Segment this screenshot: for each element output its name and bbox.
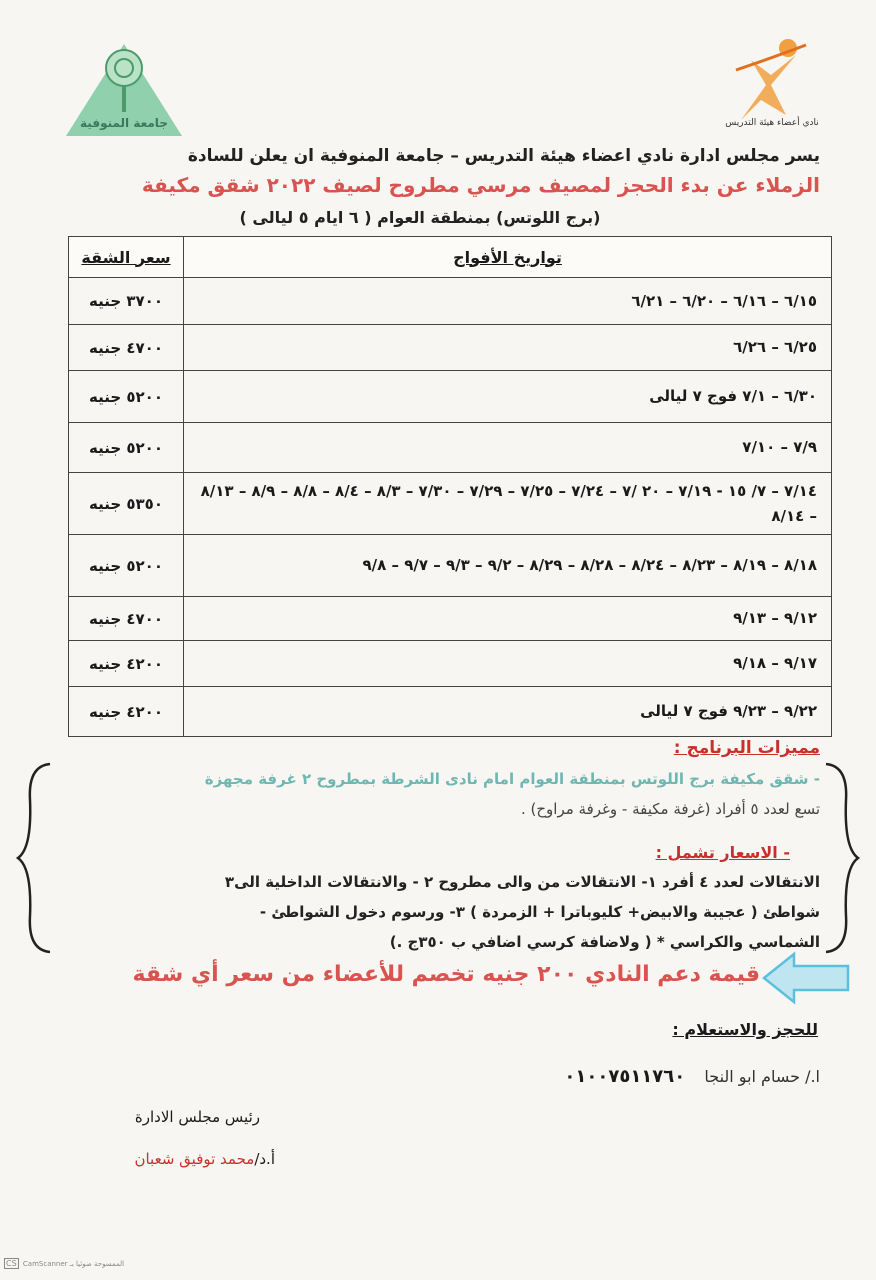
- table-row: [69, 473, 832, 535]
- table-row: [69, 597, 832, 641]
- left-brace: [14, 760, 54, 956]
- booking-contact: [420, 1066, 820, 1087]
- chairman-name: محمد توفيق شعبان: [134, 1150, 255, 1168]
- header-dates: تواريخ الأفواج: [184, 237, 832, 278]
- booking-title: للحجز والاستعلام :: [672, 1020, 818, 1039]
- row-price: ٥٣٥٠ جنيه: [69, 473, 184, 535]
- table-row: [69, 423, 832, 473]
- row-dates: ٧/١٤ – ٧/ ١٥ - ٧/١٩ – ٢٠ /٧ – ٧/٢٤ – ٧/٢٥ – ٧/٢٩ – ٧/٣٠ – ٨/٣ – ٨/٤ – ٨/٨ – ٨/٩ – ٨/١٣ – ٨/١٤: [184, 473, 832, 535]
- schedule-table: [68, 236, 832, 737]
- row-price: ٤٧٠٠ جنيه: [69, 597, 184, 641]
- table-header-row: [69, 237, 832, 278]
- row-price: ٤٢٠٠ جنيه: [69, 687, 184, 737]
- university-logo-caption: جامعة المنوفية: [80, 116, 168, 130]
- row-price: ٤٧٠٠ جنيه: [69, 325, 184, 371]
- contact-name: ا./ حسام ابو النجا: [704, 1067, 820, 1086]
- club-logo-caption: نادي أعضاء هيئة التدريس: [725, 118, 819, 128]
- row-dates: ٦/١٥ – ٦/١٦ – ٦/٢٠ – ٦/٢١: [184, 278, 832, 325]
- table-row: [69, 687, 832, 737]
- chairman-title: رئيس مجلس الادارة: [134, 1108, 260, 1126]
- scanner-watermark: [4, 1258, 154, 1269]
- row-price: ٤٢٠٠ جنيه: [69, 641, 184, 687]
- row-price: ٥٢٠٠ جنيه: [69, 535, 184, 597]
- arrow-icon: [760, 950, 852, 1006]
- row-price: ٥٢٠٠ جنيه: [69, 423, 184, 473]
- chairman-signature: [60, 1150, 275, 1168]
- prices-include-line-1: الانتقالات لعدد ٤ أفرد ١- الانتقالات من والى مطروح ٢ - والانتقالات الداخلية الى٣: [224, 873, 820, 891]
- row-price: ٥٢٠٠ جنيه: [69, 371, 184, 423]
- row-dates: ٩/١٢ – ٩/١٣: [184, 597, 832, 641]
- support-note: قيمة دعم النادي ٢٠٠ جنيه تخصم للأعضاء من سعر أي شقة: [132, 962, 760, 987]
- chairman-prefix: أ.د/: [254, 1150, 275, 1168]
- features-line-2: تسع لعدد ٥ أفراد (غرفة مكيفة - وغرفة مراوح) .: [520, 800, 820, 818]
- row-dates: ٩/١٧ – ٩/١٨: [184, 641, 832, 687]
- intro-line-3: (برج اللوتس) بمنطقة العوام ( ٦ ايام ٥ ليالى ): [239, 208, 601, 227]
- table-row: [69, 641, 832, 687]
- row-dates: ٧/٩ – ٧/١٠: [184, 423, 832, 473]
- header-price: سعر الشقة: [69, 237, 184, 278]
- scanner-text: CamScanner الممسوحة ضوئيا بـ: [22, 1260, 125, 1268]
- intro-line-1: يسر مجلس ادارة نادي اعضاء هيئة التدريس – جامعة المنوفية ان يعلن للسادة: [187, 146, 820, 166]
- row-dates: ٩/٢٢ – ٩/٢٣ فوج ٧ ليالى: [184, 687, 832, 737]
- intro-line-2: الزملاء عن بدء الحجز لمصيف مرسي مطروح لصيف ٢٠٢٢ شقق مكيفة: [141, 173, 820, 197]
- right-brace: [822, 760, 862, 956]
- row-price: ٣٧٠٠ جنيه: [69, 278, 184, 325]
- table-row: [69, 278, 832, 325]
- features-title: مميزات البرنامج :: [673, 738, 820, 758]
- row-dates: ٨/١٨ – ٨/١٩ – ٨/٢٣ – ٨/٢٤ – ٨/٢٨ – ٨/٢٩ – ٩/٢ – ٩/٣ – ٩/٧ – ٩/٨: [184, 535, 832, 597]
- prices-include-title: - الاسعار تشمل :: [655, 843, 790, 862]
- row-dates: ٦/٢٥ – ٦/٢٦: [184, 325, 832, 371]
- prices-include-line-2: شواطئ ( عجيبة والابيض+ كليوباترا + الزمردة ) ٣- ورسوم دخول الشواطئ -: [259, 903, 820, 921]
- table-row: [69, 371, 832, 423]
- features-line-1: - شقق مكيفة برج اللوتس بمنطقة العوام امام نادى الشرطة بمطروح ٢ غرفة مجهزة: [204, 770, 820, 788]
- row-dates: ٦/٣٠ – ٧/١ فوج ٧ ليالى: [184, 371, 832, 423]
- table-row: [69, 535, 832, 597]
- contact-phone: ٠١٠٠٧٥١١٧٦٠: [564, 1066, 686, 1087]
- camscanner-icon: CS: [6, 1259, 17, 1268]
- table-row: [69, 325, 832, 371]
- prices-include-line-3: الشماسي والكراسي * ( ولاضافة كرسي اضافي ب ٣٥٠ج .): [389, 933, 820, 951]
